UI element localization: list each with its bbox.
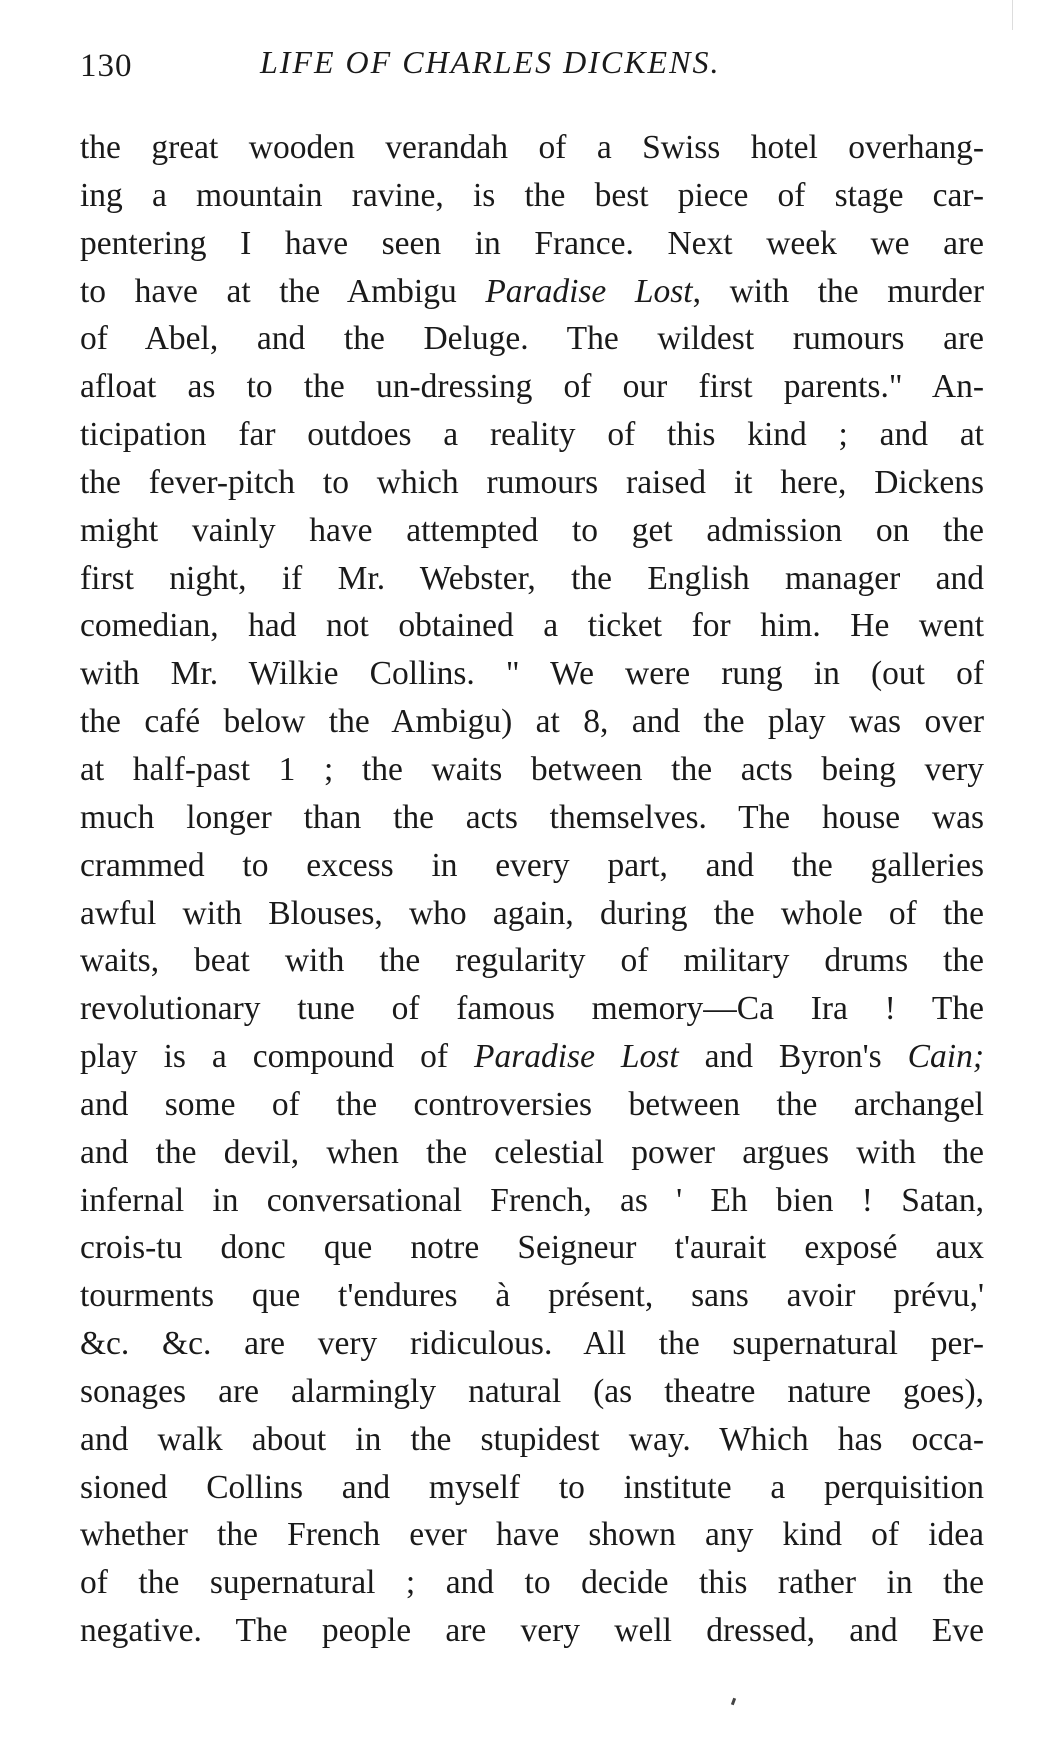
body-text [80, 124, 984, 1655]
text-line: much longer than the acts themselves. The house was [80, 798, 984, 836]
text-line: with Mr. Wilkie Collins. " We were rung in (out of [80, 655, 984, 693]
text-line: at half-past 1 ; the waits between the acts being very [80, 750, 984, 788]
text-line: &c. &c. are very ridiculous. All the supernatural per- [80, 1325, 984, 1363]
text-line: comedian, had not obtained a ticket for him. He went [80, 607, 984, 645]
text-line: play is a compound of Paradise Lost and Byron's Cain; [80, 1038, 984, 1076]
text-line: awful with Blouses, who again, during the whole of the [80, 894, 984, 932]
text-line: revolutionary tune of famous memory—Ca Ira ! The [80, 990, 984, 1028]
text-line: waits, beat with the regularity of military drums the [80, 942, 984, 980]
text-line: the café below the Ambigu) at 8, and the play was over [80, 703, 984, 741]
text-line: sonages are alarmingly natural (as theatre nature goes), [80, 1372, 984, 1410]
page-number: 130 [80, 48, 133, 84]
text-line: to have at the Ambigu Paradise Lost, with the murder [80, 272, 984, 310]
text-line: and some of the controversies between the archangel [80, 1085, 984, 1123]
text-line: and the devil, when the celestial power argues with the [80, 1133, 984, 1171]
text-line: ing a mountain ravine, is the best piece of stage car- [80, 176, 984, 214]
text-line: of the supernatural ; and to decide this rather in the [80, 1564, 984, 1602]
text-line: infernal in conversational French, as ' Eh bien ! Satan, [80, 1181, 984, 1219]
text-line: negative. The people are very well dressed, and Eve [80, 1612, 984, 1650]
text-line: afloat as to the un-dressing of our first parents." An- [80, 368, 984, 406]
text-line: crammed to excess in every part, and the galleries [80, 846, 984, 884]
text-line: and walk about in the stupidest way. Which has occa- [80, 1420, 984, 1458]
text-line: pentering I have seen in France. Next week we are [80, 224, 984, 262]
text-line: the fever-pitch to which rumours raised it here, Dickens [80, 463, 984, 501]
running-title: LIFE OF CHARLES DICKENS. [260, 44, 721, 80]
text-line: whether the French ever have shown any kind of idea [80, 1516, 984, 1554]
text-line: of Abel, and the Deluge. The wildest rumours are [80, 320, 984, 358]
text-line: ticipation far outdoes a reality of this kind ; and at [80, 416, 984, 454]
text-line: crois-tu donc que notre Seigneur t'aurait exposé aux [80, 1229, 984, 1267]
text-line: sioned Collins and myself to institute a perquisition [80, 1468, 984, 1506]
text-line: tourments que t'endures à présent, sans avoir prévu,' [80, 1277, 984, 1315]
page-edge-mark [1012, 0, 1013, 30]
stray-ink-mark [731, 1698, 736, 1706]
text-line: the great wooden verandah of a Swiss hotel overhang- [80, 129, 984, 166]
text-line: might vainly have attempted to get admission on the [80, 511, 984, 549]
text-line: first night, if Mr. Webster, the English manager and [80, 559, 984, 597]
